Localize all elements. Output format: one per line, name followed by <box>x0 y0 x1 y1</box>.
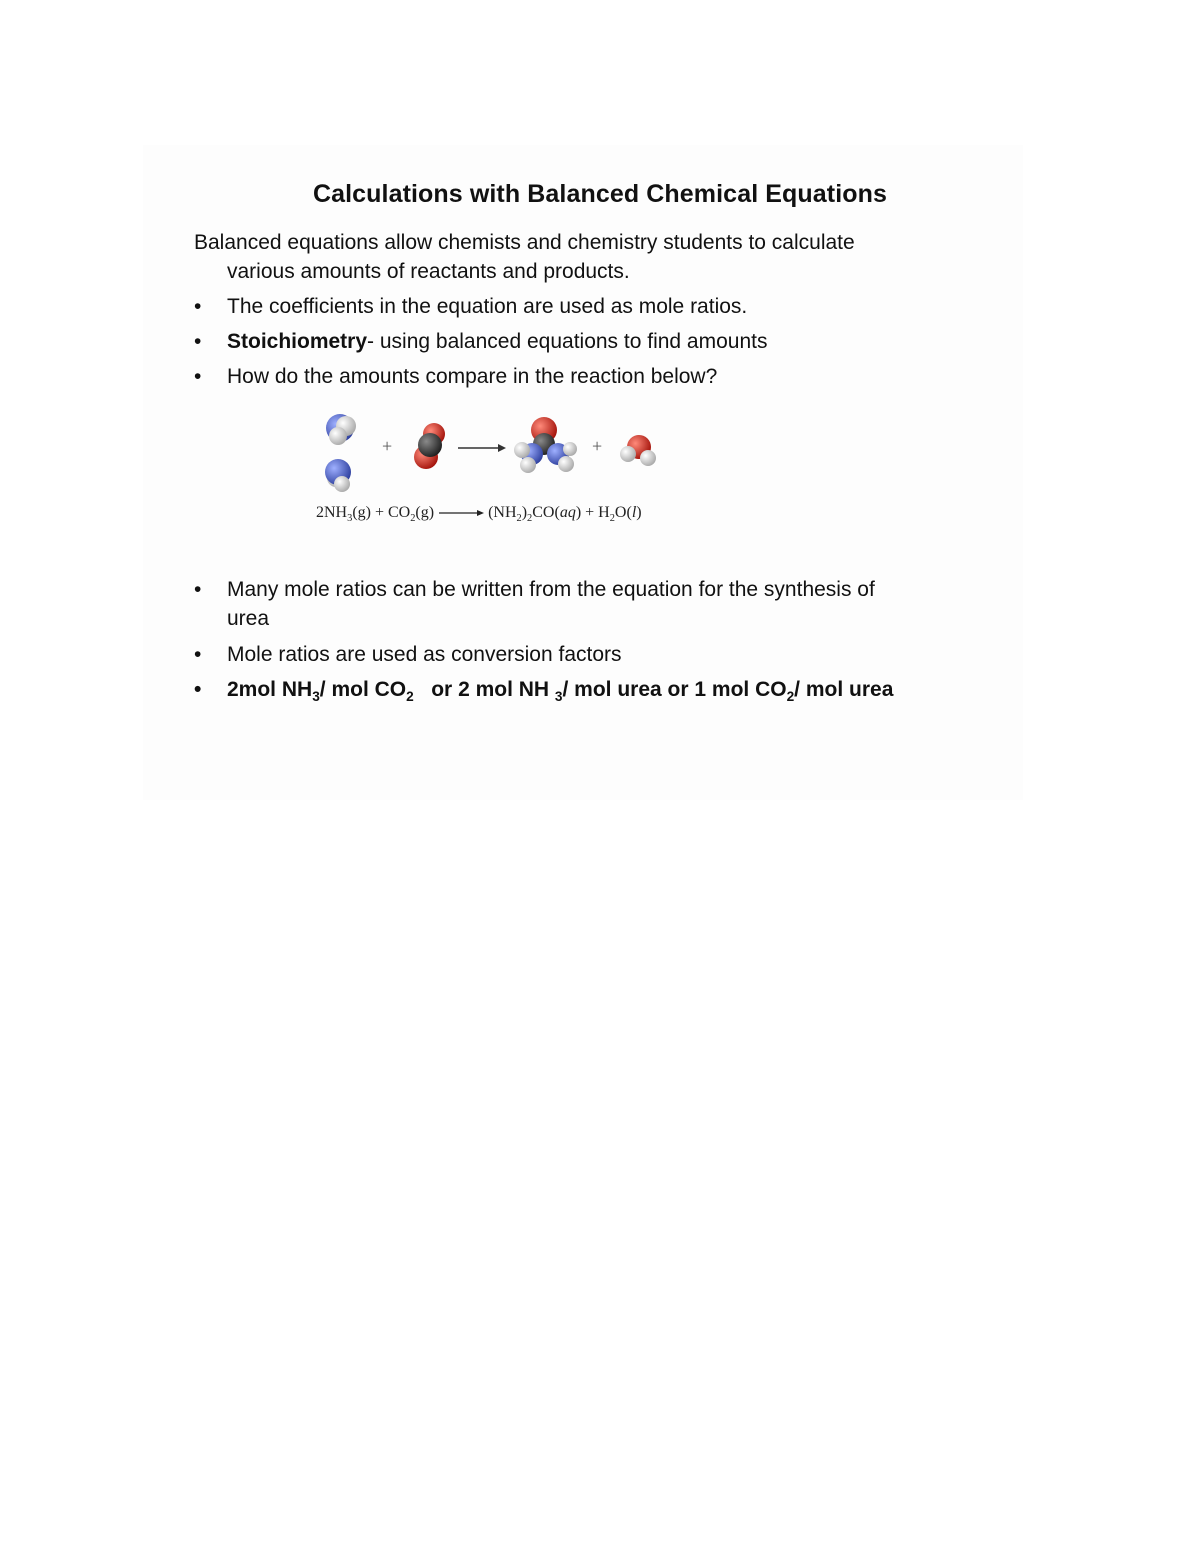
eq-italic: l <box>631 504 637 521</box>
eq-part: (NH <box>488 504 517 521</box>
chemical-equation <box>316 504 642 524</box>
bullet-marker: • <box>194 643 202 666</box>
equation-arrow <box>437 508 485 518</box>
plus-sign: + <box>382 436 393 456</box>
carbon-dioxide-molecule <box>414 423 445 469</box>
bullet-marker: • <box>194 578 202 601</box>
ratio-subscript: 2 <box>406 689 414 705</box>
eq-italic: aq <box>559 504 576 521</box>
ratio-subscript: 3 <box>554 689 563 705</box>
bullet-marker: • <box>194 365 202 388</box>
intro-line-1: Balanced equations allow chemists and chemistry students to calculate <box>194 231 855 254</box>
ammonia-molecule-1 <box>326 414 356 445</box>
bold-term: Stoichiometry <box>227 330 368 353</box>
intro-paragraph <box>194 228 974 286</box>
intro-line-2: various amounts of reactants and products. <box>227 260 630 283</box>
ammonia-molecule-2 <box>325 459 351 492</box>
eq-subscript: 2 <box>527 513 533 525</box>
eq-part: (g) <box>415 504 435 521</box>
eq-part: CO( <box>532 504 560 521</box>
ratio-text <box>227 675 987 711</box>
bullet-text <box>227 575 987 633</box>
eq-part: ) <box>636 504 642 521</box>
water-molecule <box>620 435 656 466</box>
page-title: Calculations with Balanced Chemical Equations <box>312 180 888 208</box>
eq-part: 2NH <box>316 504 348 521</box>
bullet-definition: - using balanced equations to find amounts <box>367 330 768 353</box>
bullet-text <box>227 327 987 356</box>
bullet-marker: • <box>194 295 202 318</box>
ratio-part: or 2 mol NH <box>431 678 555 701</box>
ratio-part: 2mol NH <box>227 678 313 701</box>
eq-subscript: 2 <box>516 513 522 525</box>
eq-subscript: 2 <box>609 513 615 525</box>
urea-molecule <box>514 417 577 473</box>
ratio-subscript: 3 <box>312 689 320 705</box>
eq-part: O( <box>614 504 632 521</box>
ratio-subscript: 2 <box>786 689 795 705</box>
eq-subscript: 2 <box>410 513 416 525</box>
bullet-line-2: urea <box>227 607 270 630</box>
ratio-part: / mol CO <box>319 678 407 701</box>
bullet-text: How do the amounts compare in the reaction below? <box>227 365 718 388</box>
bullet-line-1: Many mole ratios can be written from the equation for the synthesis of <box>227 578 875 601</box>
eq-part: ) + H <box>575 504 610 521</box>
reaction-arrow <box>458 444 506 452</box>
bullet-text: Mole ratios are used as conversion factors <box>227 643 622 666</box>
eq-part: ) <box>521 504 528 521</box>
bullet-text: The coefficients in the equation are used as mole ratios. <box>227 295 748 318</box>
eq-subscript: 3 <box>347 513 353 525</box>
bullet-marker: • <box>194 330 202 353</box>
eq-part: (g) + CO <box>352 504 411 521</box>
ratio-part: / mol urea or 1 mol CO <box>562 678 787 701</box>
ratio-part: / mol urea <box>794 678 894 701</box>
bullet-marker: • <box>194 678 202 701</box>
plus-sign: + <box>592 436 603 456</box>
